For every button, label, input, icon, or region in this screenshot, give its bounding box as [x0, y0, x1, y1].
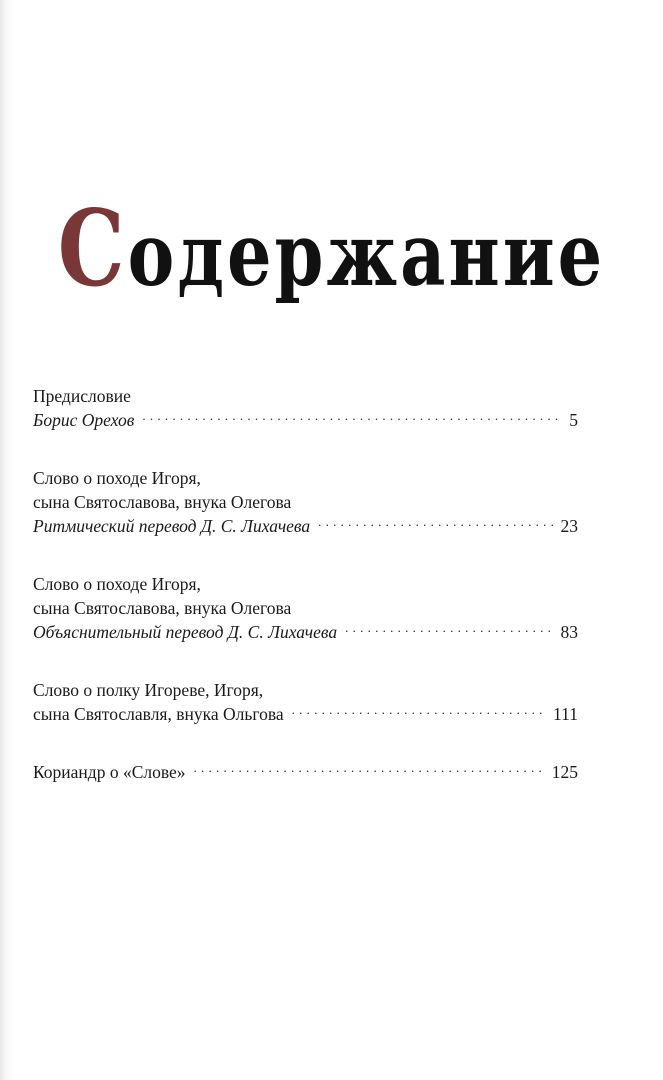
- toc-entry-leader-line: [33, 702, 578, 726]
- dot-leader: [142, 410, 561, 428]
- toc-page-number: 5: [569, 410, 578, 430]
- toc-entry-title-line: Слово о походе Игоря,: [33, 574, 201, 594]
- toc-entry-title-line: Кориандр о «Слове»: [33, 762, 186, 782]
- toc-entry-leader-line: [33, 408, 578, 432]
- toc-page-number: 125: [551, 762, 578, 782]
- toc-entry-rhythmic-translation[interactable]: [33, 466, 578, 538]
- toc-entry-title-line: Слово о походе Игоря,: [33, 468, 201, 488]
- toc-entry-explanatory-translation[interactable]: [33, 572, 578, 644]
- dot-leader: [318, 516, 552, 534]
- dot-leader: [345, 622, 552, 640]
- toc-entry-author: Борис Орехов: [33, 410, 135, 430]
- dot-leader: [292, 704, 545, 722]
- toc-entry-title-line: сына Святославова, внука Олегова: [33, 598, 292, 618]
- title-initial-letter: С: [57, 186, 128, 310]
- table-of-contents: [33, 384, 578, 818]
- title-rest: одержание: [127, 202, 606, 306]
- toc-entry-preface[interactable]: [33, 384, 578, 432]
- toc-entry-title-line: Слово о полку Игореве, Игоря,: [33, 680, 264, 700]
- toc-entry-translation: Объяснительный перевод Д. С. Лихачева: [33, 622, 338, 642]
- toc-entry-leader-line: [33, 760, 578, 784]
- toc-page-number: 83: [560, 622, 578, 642]
- toc-entry-coriander[interactable]: [33, 760, 578, 784]
- toc-page-number: 23: [560, 516, 578, 536]
- page-title: [0, 186, 663, 310]
- toc-page-number: 111: [553, 704, 578, 724]
- toc-entry-translation: Ритмический перевод Д. С. Лихачева: [33, 516, 311, 536]
- toc-entry-old-russian-text[interactable]: [33, 678, 578, 726]
- toc-entry-leader-line: [33, 514, 578, 538]
- dot-leader: [194, 762, 544, 780]
- toc-entry-title-line: сына Святославова, внука Олегова: [33, 492, 292, 512]
- toc-entry-title-line: сына Святославля, внука Ольгова: [33, 704, 284, 724]
- toc-entry-title-line: Предисловие: [33, 386, 131, 406]
- toc-entry-leader-line: [33, 620, 578, 644]
